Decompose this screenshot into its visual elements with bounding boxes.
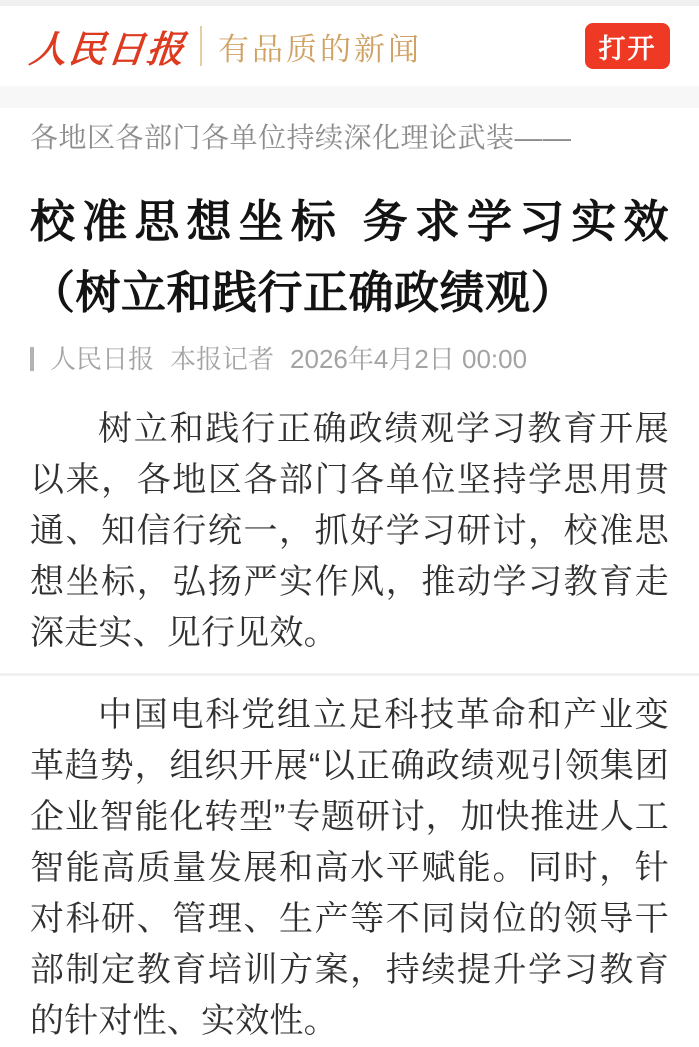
- byline: [30, 344, 669, 374]
- peoples-daily-logo: 人民日报: [27, 27, 188, 71]
- byline-bar: [30, 347, 34, 371]
- article-kicker: 各地区各部门各单位持续深化理论武装——: [30, 122, 572, 153]
- page-title: 校准思想坐标 务求学习实效（树立和践行正确政绩观）: [30, 196, 669, 318]
- article-body: [0, 118, 699, 1047]
- byline-source: 人民日报: [50, 344, 155, 374]
- paragraph: 树立和践行正确政绩观学习教育开展以来，各地区各部门各单位坚持学思用贯通、知信行统一，抓好学习研讨，校准思想坐标，弘扬严实作风，推动学习教育走深走实、见行见效。: [30, 410, 669, 652]
- brand-tagline: 有品质的新闻: [218, 31, 422, 67]
- paragraph: 中国电科党组立足科技革命和产业变革趋势，组织开展“以正确政绩观引领集团企业智能化转型”专题研讨，加快推进人工智能高质量发展和高水平赋能。同时，针对科研、管理、生产等不同岗位的领导干部制定教育培训方案，持续提升学习教育的针对性、实效性。: [30, 696, 669, 1040]
- header-separator-band: [0, 86, 699, 108]
- brand-group: [27, 19, 585, 73]
- section-divider: [0, 673, 699, 676]
- app-banner: [0, 6, 699, 86]
- open-app-button[interactable]: 打开: [585, 23, 670, 69]
- byline-datetime: 2026年4月2日 00:00: [290, 344, 528, 374]
- brand-divider: [200, 26, 202, 66]
- byline-author: 本报记者: [170, 344, 275, 374]
